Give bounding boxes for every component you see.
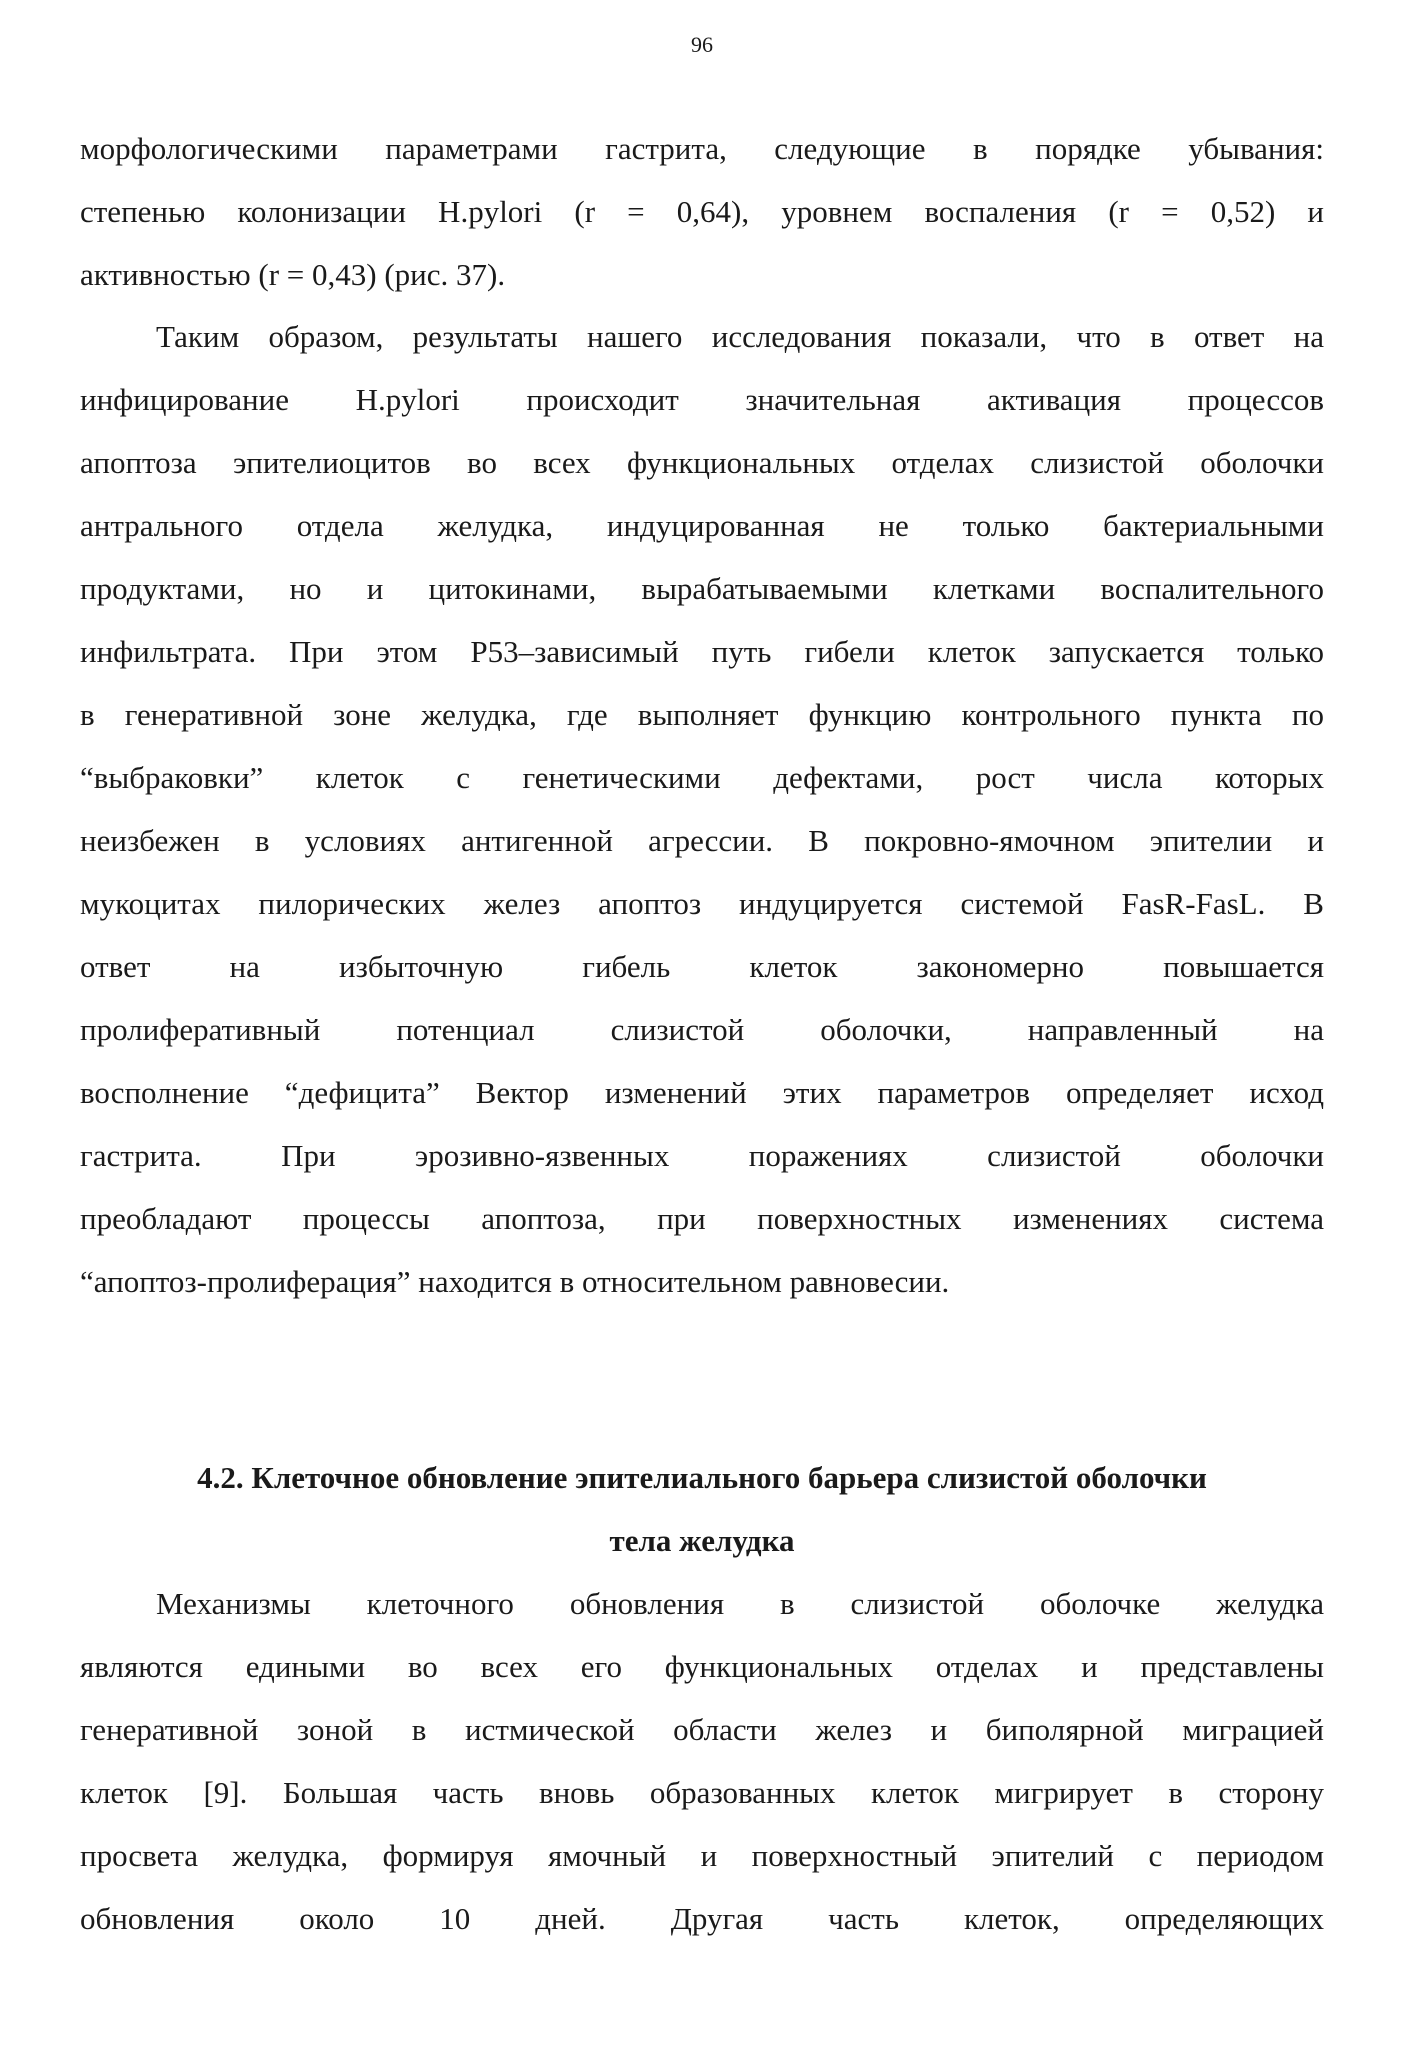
text-line: Таким образом, результаты нашего исследования показали, что в ответ на [156, 319, 1324, 354]
text-line: Механизмы клеточного обновления в слизистой оболочке желудка [156, 1586, 1324, 1621]
text-line: продуктами, но и цитокинами, вырабатываемыми клетками воспалительного [80, 571, 1324, 606]
text-line: являются едиными во всех его функциональных отделах и представлены [80, 1649, 1324, 1684]
text-line: обновления около 10 дней. Другая часть клеток, определяющих [80, 1901, 1324, 1936]
text-line: морфологическими параметрами гастрита, следующие в порядке убывания: [80, 131, 1324, 166]
text-line: инфильтрата. При этом P53–зависимый путь гибели клеток запускается только [80, 634, 1324, 669]
section-heading-line: 4.2. Клеточное обновление эпителиального барьера слизистой оболочки [197, 1460, 1207, 1495]
text-line: неизбежен в условиях антигенной агрессии. В покровно-ямочном эпителии и [80, 823, 1324, 858]
text-line: просвета желудка, формируя ямочный и поверхностный эпителий с периодом [80, 1838, 1324, 1873]
text-line: антрального отдела желудка, индуцированная не только бактериальными [80, 508, 1324, 543]
text-line: “апоптоз-пролиферация” находится в относительном равновесии. [80, 1264, 950, 1299]
text-line: гастрита. При эрозивно-язвенных поражениях слизистой оболочки [80, 1138, 1324, 1173]
text-line: пролиферативный потенциал слизистой оболочки, направленный на [80, 1012, 1324, 1047]
text-line: инфицирование H.pylori происходит значительная активация процессов [80, 382, 1324, 417]
text-line: генеративной зоной в истмической области желез и биполярной миграцией [80, 1712, 1324, 1747]
section-heading-line: тела желудка [609, 1523, 795, 1558]
text-line: апоптоза эпителиоцитов во всех функциональных отделах слизистой оболочки [80, 445, 1324, 480]
paragraph-conclusion [80, 305, 1324, 1313]
text-line: в генеративной зоне желудка, где выполняет функцию контрольного пункта по [80, 697, 1324, 732]
text-line: преобладают процессы апоптоза, при поверхностных изменениях система [80, 1201, 1324, 1236]
page-number: 96 [691, 32, 713, 57]
text-line: ответ на избыточную гибель клеток закономерно повышается [80, 949, 1324, 984]
text-line: мукоцитах пилорических желез апоптоз индуцируется системой FasR-FasL. В [80, 886, 1324, 921]
text-line: клеток [9]. Большая часть вновь образованных клеток мигрирует в сторону [80, 1775, 1324, 1810]
section-heading [80, 1446, 1324, 1572]
text-line: восполнение “дефицита” Вектор изменений этих параметров определяет исход [80, 1075, 1324, 1110]
text-line: активностью (r = 0,43) (рис. 37). [80, 257, 506, 292]
paragraph-cell-renewal [80, 1572, 1324, 1950]
paragraph-correlation [80, 117, 1324, 306]
text-line: “выбраковки” клеток с генетическими дефектами, рост числа которых [80, 760, 1324, 795]
text-line: степенью колонизации H.pylori (r = 0,64), уровнем воспаления (r = 0,52) и [80, 194, 1324, 229]
